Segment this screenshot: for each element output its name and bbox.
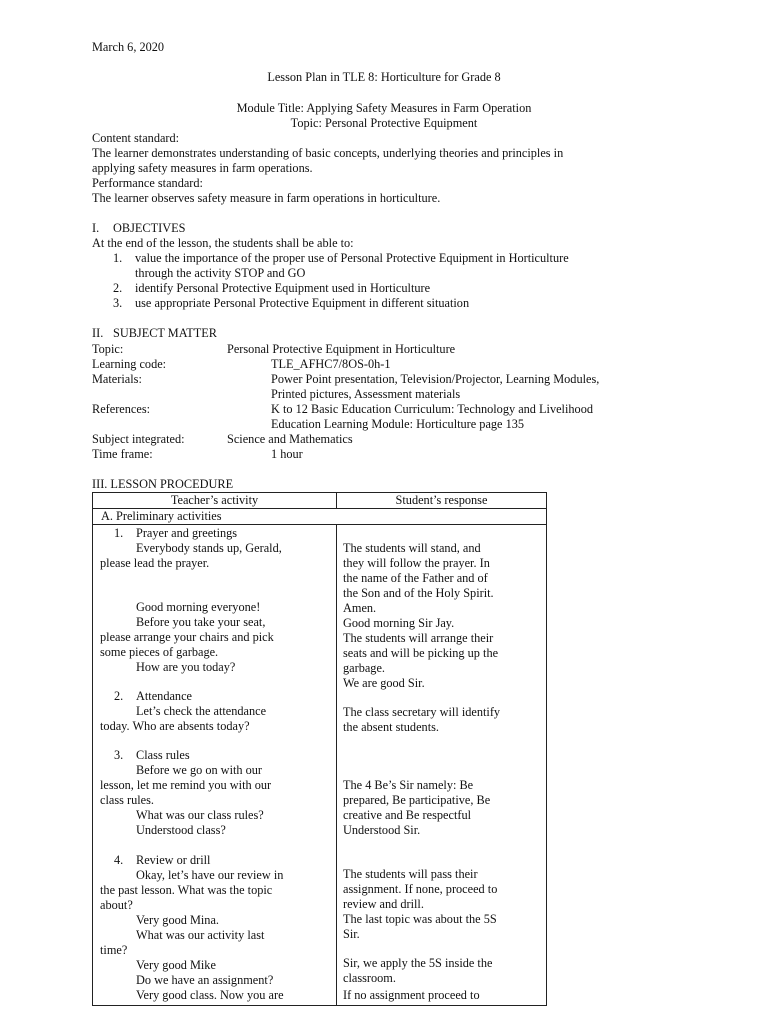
student-line: assignment. If none, proceed to [343,882,498,896]
student-line: Understood Sir. [343,823,421,837]
student-line: classroom. [343,971,396,985]
teacher-line: today. Who are absents today? [100,719,250,733]
teacher-line: Everybody stands up, Gerald, [136,541,282,555]
student-line: prepared, Be participative, Be [343,793,491,807]
objective-item: identify Personal Protective Equipment used in Horticulture [135,281,431,295]
learning-code-value: TLE_AFHC7/8OS-0h-1 [271,357,391,371]
student-line: the name of the Father and of [343,571,488,585]
student-line: Sir, we apply the 5S inside the [343,956,493,970]
references-value: K to 12 Basic Education Curriculum: Technology and Livelihood [271,402,593,416]
objective-item: use appropriate Personal Protective Equipment in different situation [135,296,470,310]
table-header-row [93,493,547,509]
objectives-intro: At the end of the lesson, the students shall be able to: [92,236,354,250]
step-title: Review or drill [136,853,211,867]
teacher-line: class rules. [100,793,154,807]
student-line: The class secretary will identify [343,705,501,719]
topic-value: Personal Protective Equipment in Horticulture [227,342,456,356]
step-title: Prayer and greetings [136,526,238,540]
student-line: The 4 Be’s Sir namely: Be [343,778,474,792]
teacher-line: What was our class rules? [136,808,264,822]
student-line: the absent students. [343,720,439,734]
teacher-line: Okay, let’s have our review in [136,868,284,882]
objective-number: 1. [113,251,123,265]
student-response-cell [337,525,547,1006]
teacher-line: Very good class. Now you are [136,988,284,1002]
document-title: Lesson Plan in TLE 8: Horticulture for Grade 8 [267,70,501,84]
references-value-cont: Education Learning Module: Horticulture page 135 [271,417,525,431]
teacher-line: Before we go on with our [136,763,263,777]
objective-item: value the importance of the proper use of Personal Protective Equipment in Horticulture [135,251,569,265]
student-line: Good morning Sir Jay. [343,616,455,630]
materials-label: Materials: [92,372,142,386]
module-title: Module Title: Applying Safety Measures in Farm Operation [236,101,532,115]
step-title: Class rules [136,748,190,762]
time-frame-value: 1 hour [271,447,303,461]
materials-value-cont: Printed pictures, Assessment materials [271,387,461,401]
section-preliminary-activities: A. Preliminary activities [93,509,547,525]
student-line: The last topic was about the 5S [343,912,497,926]
teacher-line: some pieces of garbage. [100,645,219,659]
learning-code-label: Learning code: [92,357,167,371]
materials-value: Power Point presentation, Television/Projector, Learning Modules, [271,372,600,386]
subject-integrated-value: Science and Mathematics [227,432,353,446]
student-line: The students will stand, and [343,541,481,555]
objectives-heading: OBJECTIVES [113,221,186,235]
objectives-heading-number: I. [92,221,100,235]
content-standard-label: Content standard: [92,131,180,145]
performance-standard-text: The learner observes safety measure in farm operations in horticulture. [92,191,441,205]
student-line: The students will pass their [343,867,478,881]
student-line: the Son and of the Holy Spirit. [343,586,494,600]
teacher-activity-header: Teacher’s activity [93,493,337,509]
student-line: creative and Be respectful [343,808,472,822]
student-line: Sir. [343,927,360,941]
topic-label: Topic: [92,342,124,356]
time-frame-label: Time frame: [92,447,153,461]
student-line: garbage. [343,661,385,675]
teacher-line: Do we have an assignment? [136,973,274,987]
step-number: 2. [114,689,124,703]
teacher-line: Very good Mike [136,958,216,972]
objective-item-cont: through the activity STOP and GO [135,266,306,280]
teacher-line: What was our activity last [136,928,265,942]
document-date: March 6, 2020 [92,40,165,54]
teacher-line: the past lesson. What was the topic [100,883,273,897]
teacher-line: Let’s check the attendance [136,704,267,718]
lesson-procedure-heading: III. LESSON PROCEDURE [92,477,234,491]
teacher-line: Good morning everyone! [136,600,261,614]
content-standard-text-cont: applying safety measures in farm operations. [92,161,313,175]
student-line: If no assignment proceed to [343,988,480,1002]
student-line: seats and will be picking up the [343,646,499,660]
step-title: Attendance [136,689,192,703]
content-standard-text: The learner demonstrates understanding of basic concepts, underlying theories and principles in [92,146,564,160]
step-number: 4. [114,853,124,867]
student-line: they will follow the prayer. In [343,556,490,570]
teacher-line: lesson, let me remind you with our [100,778,272,792]
teacher-line: about? [100,898,133,912]
objective-number: 3. [113,296,123,310]
lesson-procedure-table [92,492,547,1006]
teacher-line: Understood class? [136,823,226,837]
student-line: The students will arrange their [343,631,494,645]
teacher-line: Very good Mina. [136,913,219,927]
teacher-line: Before you take your seat, [136,615,266,629]
objective-number: 2. [113,281,123,295]
teacher-line: please lead the prayer. [100,556,210,570]
student-response-header: Student’s response [337,493,547,509]
student-line: Amen. [343,601,377,615]
references-label: References: [92,402,151,416]
step-number: 3. [114,748,124,762]
performance-standard-label: Performance standard: [92,176,203,190]
teacher-line: How are you today? [136,660,236,674]
subject-integrated-label: Subject integrated: [92,432,185,446]
student-line: review and drill. [343,897,424,911]
teacher-line: please arrange your chairs and pick [100,630,274,644]
table-row [93,509,547,525]
subject-matter-heading: SUBJECT MATTER [113,326,217,340]
teacher-line: time? [100,943,128,957]
teacher-activity-cell [93,525,337,1006]
subject-matter-heading-number: II. [92,326,104,340]
student-line: We are good Sir. [343,676,425,690]
step-number: 1. [114,526,124,540]
table-row [93,525,547,1006]
topic-line: Topic: Personal Protective Equipment [290,116,478,130]
